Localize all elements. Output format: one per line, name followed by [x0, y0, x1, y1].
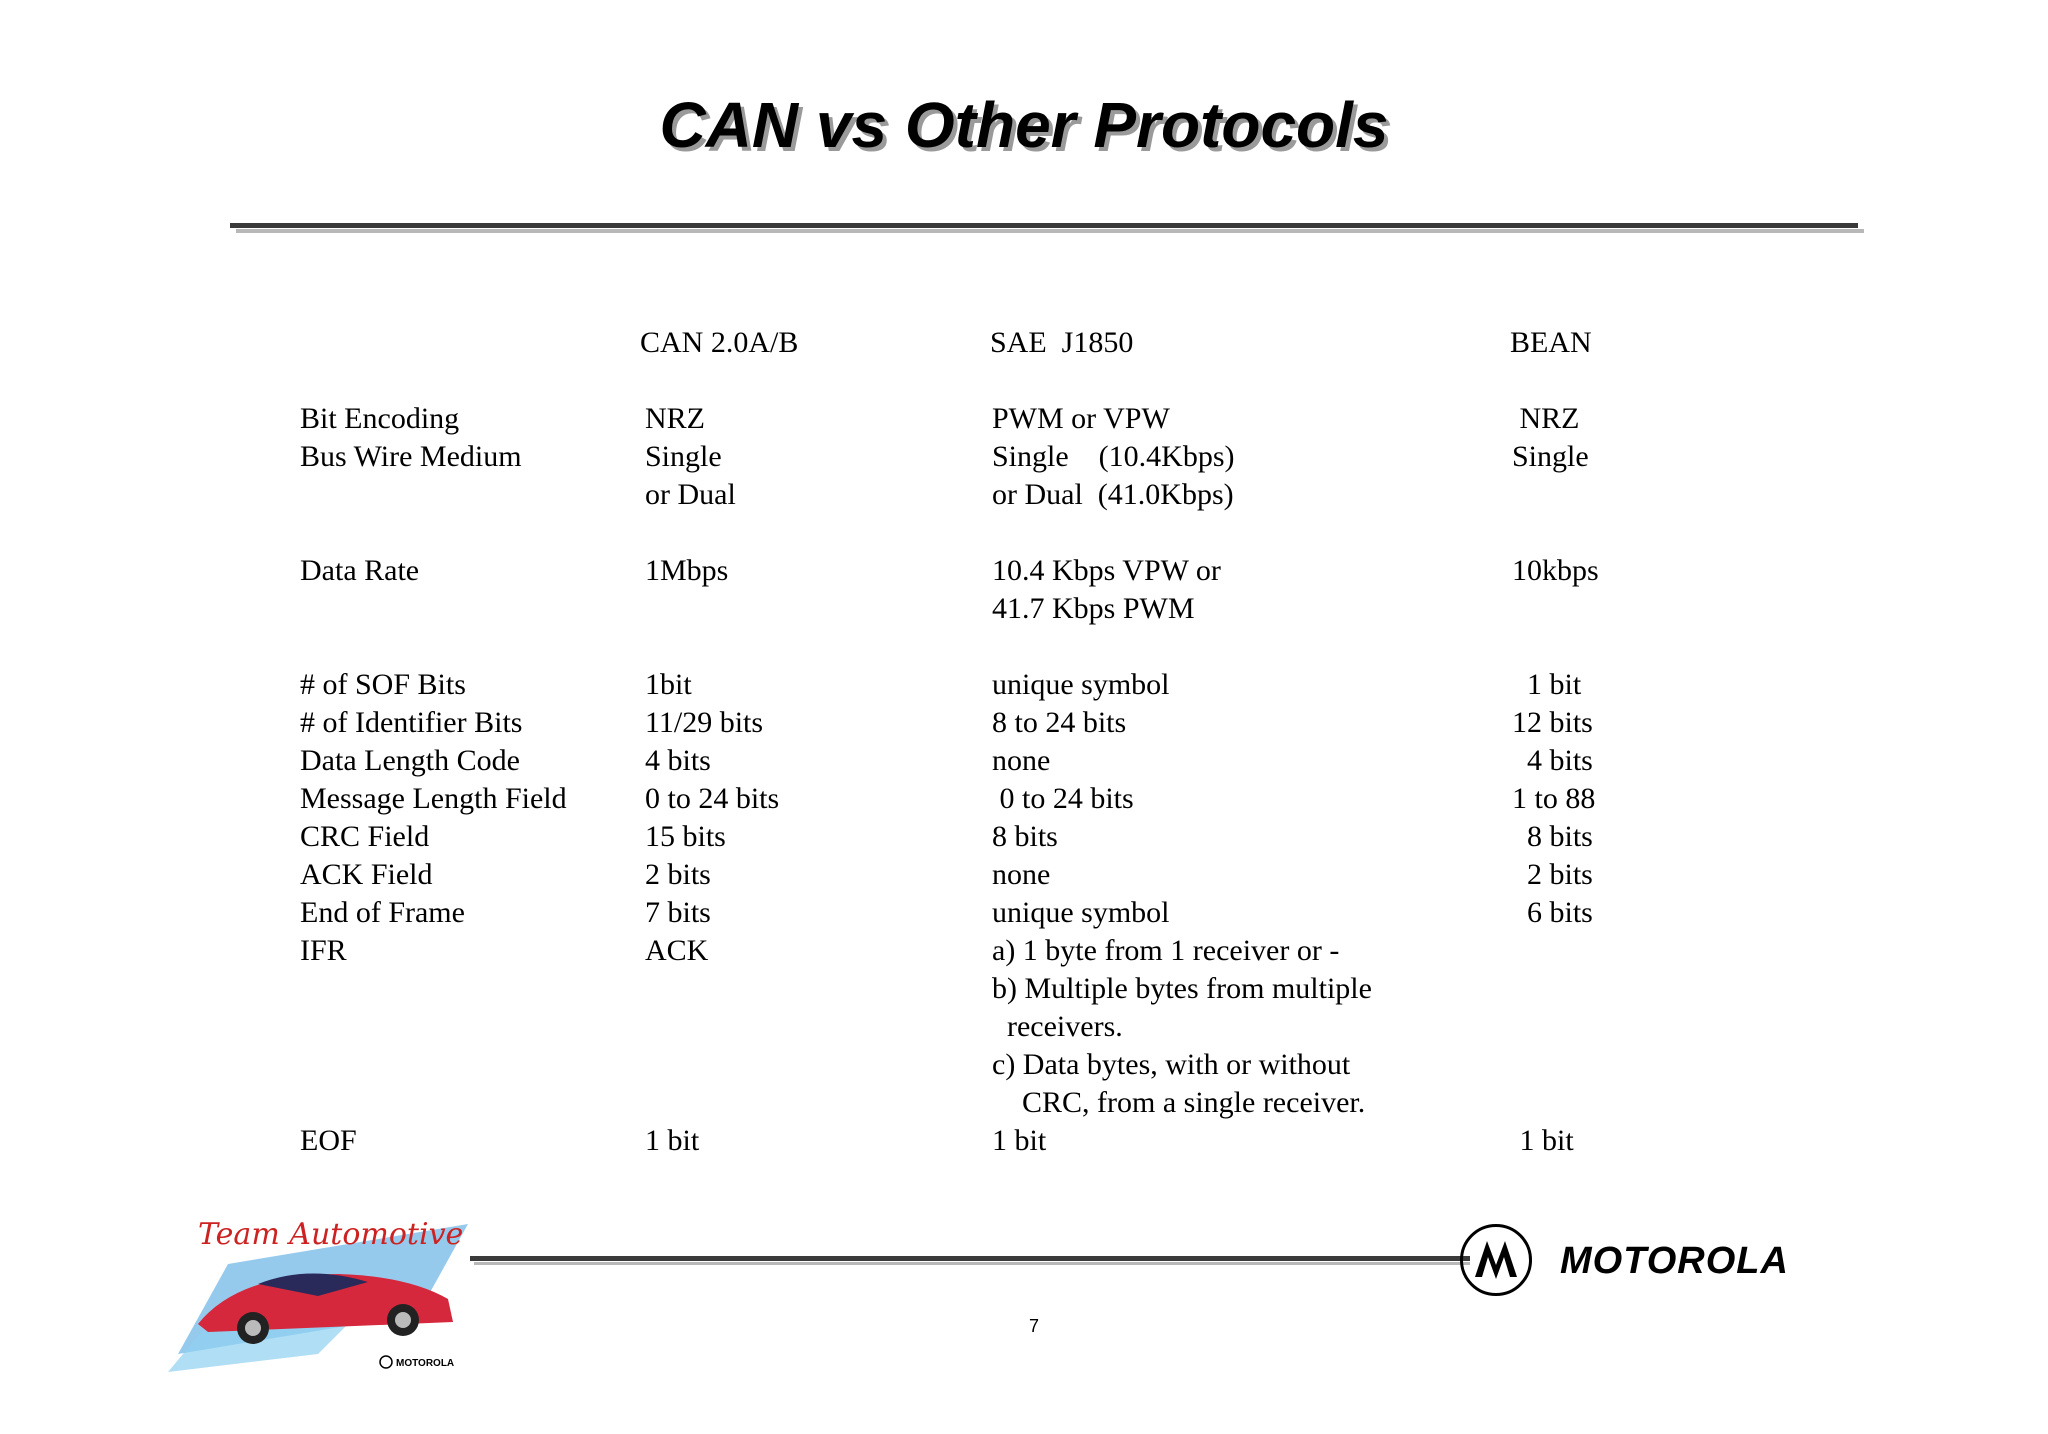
- column-header-can: CAN 2.0A/B: [640, 326, 799, 359]
- can-value: 4 bits: [645, 744, 711, 777]
- team-automotive-logo: [168, 1204, 488, 1376]
- footer-divider: [470, 1256, 1470, 1261]
- slide-title: CAN vs Other Protocols: [659, 89, 1389, 161]
- row-label: EOF: [300, 1124, 357, 1157]
- can-value: NRZ: [645, 402, 705, 435]
- can-value: 1bit: [645, 668, 692, 701]
- j1850-value: a) 1 byte from 1 receiver or -: [992, 934, 1340, 967]
- page-number: 7: [1028, 1316, 1039, 1336]
- can-value: 11/29 bits: [645, 706, 764, 739]
- j1850-value: 41.7 Kbps PWM: [992, 592, 1195, 625]
- bean-value: 2 bits: [1512, 858, 1593, 891]
- bean-value: 12 bits: [1512, 706, 1593, 739]
- column-header-bean: BEAN: [1510, 326, 1592, 359]
- bean-value: 10kbps: [1512, 554, 1599, 587]
- row-label: Data Rate: [300, 554, 420, 587]
- row-label: ACK Field: [300, 858, 433, 891]
- j1850-value: unique symbol: [992, 896, 1170, 929]
- j1850-value: 8 bits: [992, 820, 1058, 853]
- j1850-value: 1 bit: [992, 1124, 1047, 1157]
- j1850-value: none: [992, 858, 1051, 891]
- team-logo-sub: MOTOROLA: [396, 1358, 455, 1369]
- bean-value: NRZ: [1512, 402, 1580, 435]
- row-label: Bit Encoding: [300, 402, 460, 435]
- j1850-value: c) Data bytes, with or without: [992, 1048, 1351, 1081]
- bean-value: 6 bits: [1512, 896, 1593, 929]
- row-label: Bus Wire Medium: [300, 440, 522, 473]
- can-value: or Dual: [645, 478, 736, 511]
- footer-divider-shadow: [474, 1262, 1470, 1265]
- team-logo-text: Team Automotive: [198, 1217, 464, 1252]
- can-value: 1 bit: [645, 1124, 700, 1157]
- can-value: Single: [645, 440, 722, 473]
- title-divider: [230, 223, 1858, 228]
- j1850-value: or Dual (41.0Kbps): [992, 478, 1234, 511]
- j1850-value: 10.4 Kbps VPW or: [992, 554, 1221, 587]
- bean-value: 1 bit: [1512, 1124, 1574, 1157]
- j1850-value: unique symbol: [992, 668, 1170, 701]
- can-value: 7 bits: [645, 896, 711, 929]
- can-value: 2 bits: [645, 858, 711, 891]
- can-value: 1Mbps: [645, 554, 729, 587]
- bean-value: 4 bits: [1512, 744, 1593, 777]
- j1850-value: receivers.: [992, 1010, 1123, 1043]
- row-label: # of Identifier Bits: [300, 706, 523, 739]
- row-label: Data Length Code: [300, 744, 520, 777]
- can-value: 0 to 24 bits: [645, 782, 780, 815]
- bean-value: Single: [1512, 440, 1589, 473]
- motorola-batwing-icon: [1460, 1224, 1532, 1296]
- j1850-value: CRC, from a single receiver.: [992, 1086, 1366, 1119]
- j1850-value: 0 to 24 bits: [992, 782, 1134, 815]
- row-label: Message Length Field: [300, 782, 567, 815]
- can-value: 15 bits: [645, 820, 726, 853]
- j1850-value: PWM or VPW: [992, 402, 1170, 435]
- row-label: End of Frame: [300, 896, 465, 929]
- bean-value: 8 bits: [1512, 820, 1593, 853]
- row-label: # of SOF Bits: [300, 668, 466, 701]
- bean-value: 1 to 88: [1512, 782, 1596, 815]
- can-value: ACK: [645, 934, 709, 967]
- motorola-wordmark: MOTOROLA: [1560, 1240, 1789, 1282]
- title-divider-shadow: [236, 229, 1864, 233]
- j1850-value: b) Multiple bytes from multiple: [992, 972, 1372, 1005]
- j1850-value: Single (10.4Kbps): [992, 440, 1235, 473]
- j1850-value: 8 to 24 bits: [992, 706, 1127, 739]
- bean-value: 1 bit: [1512, 668, 1582, 701]
- row-label: CRC Field: [300, 820, 430, 853]
- row-label: IFR: [300, 934, 347, 967]
- j1850-value: none: [992, 744, 1051, 777]
- column-header-j1850: SAE J1850: [990, 326, 1134, 359]
